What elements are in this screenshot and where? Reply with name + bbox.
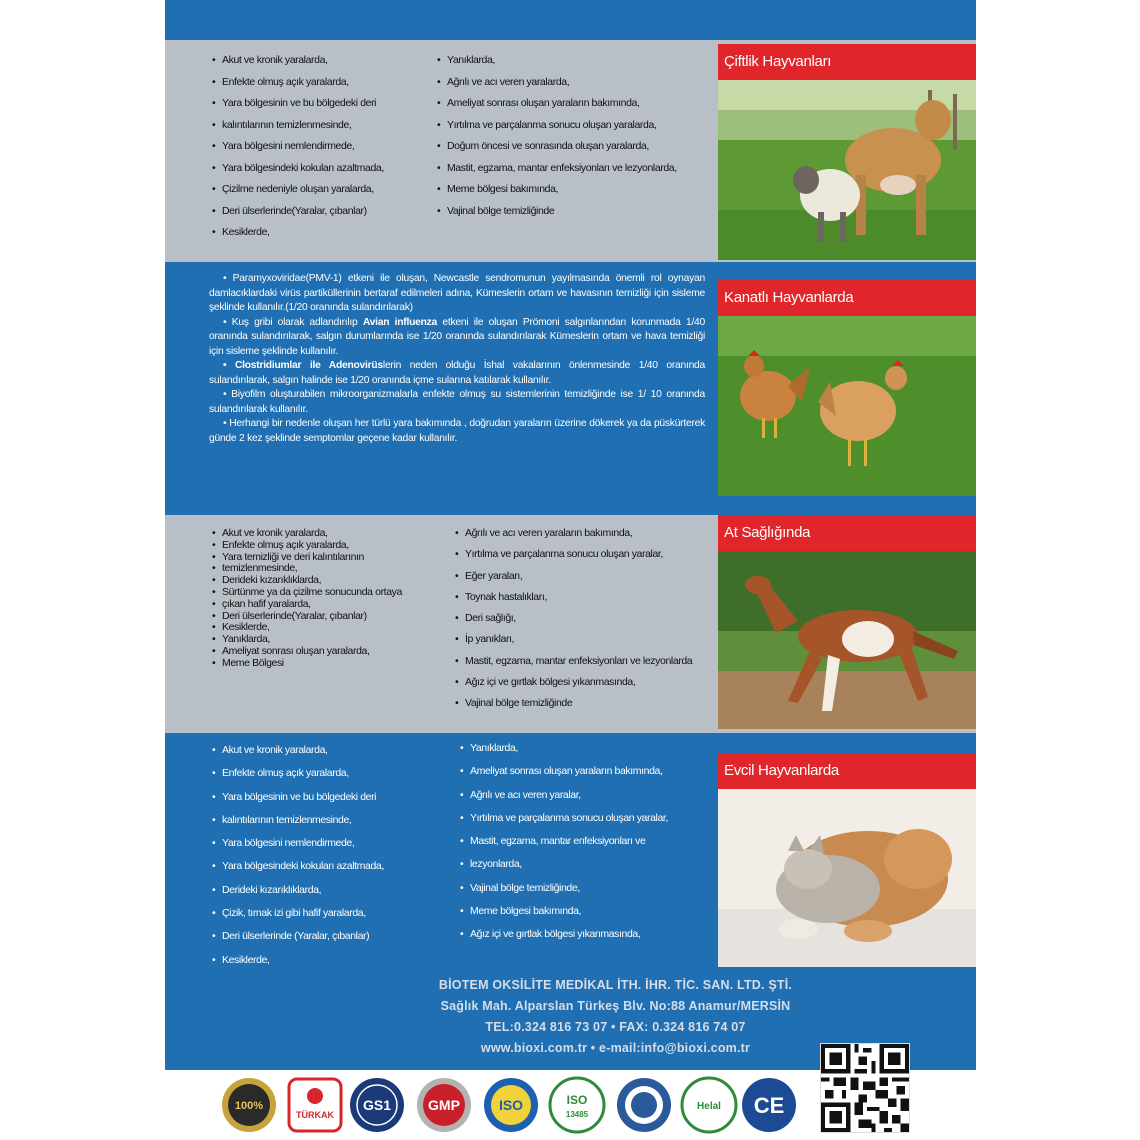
chickens-image [718,316,976,496]
pets-uses-left-list [210,739,384,972]
svg-text:Helal: Helal [697,1101,721,1112]
top-band [165,0,976,40]
list-item: • Ameliyat sonrası oluşan yaraların bakımında, [458,760,668,783]
horse-section [165,515,976,733]
poultry-paragraph-4: • Biyofilm oluşturabilen mikroorganizmalarla enfekte olmuş su sistemlerinin temizliğinde ise 1/ 10 oranında sulandırılarak kullanılır. [209,389,705,415]
list-item: • Akut ve kronik yaralarda, [210,50,384,72]
helal-icon [680,1076,738,1134]
company-phone-fax: TEL:0.324 816 73 07 • FAX: 0.324 816 74 07 [485,1020,746,1034]
poultry-paragraph-3: • Clostridiumlar ile Adenovirüslerin neden olduğu İshal vakalarının önlenmesinde 1/40 oranında sulandırılarak, salgın halinde ise 1/20 oranında içme sularına katılarak kullanılır. [209,360,705,386]
svg-text:ISO: ISO [566,1093,588,1107]
list-item: • Deri sağlığı, [453,608,692,629]
iso-seal-icon [482,1076,540,1134]
list-item: • Yanıklarda, [458,737,668,760]
list-item: • Çizilme nedeniyle oluşan yaralarda, [210,179,384,201]
list-item: • temizlenmesinde, [210,563,402,575]
list-item: • Yanıklarda, [210,634,402,646]
list-item: • Kesiklerde, [210,949,384,972]
farm-animals-photo [718,80,976,260]
ce-badge [740,1076,798,1134]
gmp-icon [415,1076,473,1134]
list-item: • Ağız içi ve gırtlak bölgesi yıkanmasında, [453,672,692,693]
turkak-icon [286,1076,344,1134]
list-item: • Yara bölgesini nemlendirmede, [210,136,384,158]
list-item: • Deri ülserlerinde(Yaralar, çıbanlar) [210,201,384,223]
svg-text:CE: CE [753,1093,785,1118]
farm-uses-left-list [210,50,384,244]
list-item: • Meme bölgesi bakımında, [458,900,668,923]
pets-uses-right-list [458,737,668,947]
list-item: • Kesiklerde, [210,622,402,634]
turkak-badge [286,1076,344,1134]
list-item: • Ağrılı ve acı veren yaralar, [458,784,668,807]
pets-label: Evcil Hayvanlarda [718,753,976,789]
list-item: • Ameliyat sonrası oluşan yaraların bakımında, [435,93,677,115]
list-item: • Kesiklerde, [210,222,384,244]
qr-code [820,1043,910,1133]
list-item: • Yırtılma ve parçalanma sonucu oluşan yaralar, [458,807,668,830]
list-item: • Enfekte olmuş açık yaralarda, [210,72,384,94]
poultry-label: Kanatlı Hayvanlarda [718,280,976,316]
iso-badge [482,1076,540,1134]
company-address: Sağlık Mah. Alparslan Türkeş Blv. No:88 Anamur/MERSİN [440,999,791,1013]
list-item: • Yara bölgesindeki kokuları azaltmada, [210,158,384,180]
farm-animals-label: Çiftlik Hayvanları [718,44,976,80]
list-item: • kalıntılarının temizlenmesinde, [210,115,384,137]
list-item: • lezyonlarda, [458,853,668,876]
list-item: • Yara bölgesindeki kokuları azaltmada, [210,855,384,878]
list-item: • Eğer yaraları, [453,566,692,587]
list-item: • Yara bölgesini nemlendirmede, [210,832,384,855]
list-item: • Yara bölgesinin ve bu bölgedeki deri [210,93,384,115]
list-item: • Akut ve kronik yaralarda, [210,528,402,540]
svg-text:GS1: GS1 [362,1097,392,1113]
list-item: • Yırtılma ve parçalanma sonucu oluşan yaralar, [453,544,692,565]
iso-13485-icon [548,1076,606,1134]
list-item: • İp yanıkları, [453,629,692,650]
list-item: • Yırtılma ve parçalanma sonucu oluşan yaralarda, [435,115,677,137]
gold-seal-icon [220,1076,278,1134]
farm-uses-right-list [435,50,677,222]
svg-text:GMP: GMP [428,1097,460,1113]
certification-badges [220,1072,820,1138]
cat-and-dog-image [718,789,976,967]
horse-uses-left-list [210,528,402,670]
poultry-paragraph-1: • Paramyxoviridae(PMV-1) etkeni ile oluşan, Newcastle sendromunun yayılmasında önemli rol oynayan damlacıklardaki virüs partiküllerinin bertaraf edilmeleri adına, Kümeslerin ortam ve havasının temizliği için sisleme şeklinde kullanılır.(1/20 oranında sulandırılarak) [209,273,705,313]
list-item: • Derideki kızarıklıklarda, [210,879,384,902]
company-name: BİOTEM OKSİLİTE MEDİKAL İTH. İHR. TİC. SAN. LTD. ŞTİ. [438,978,793,992]
gs1-icon [348,1076,406,1134]
svg-text:TÜRKAK: TÜRKAK [296,1110,334,1120]
list-item: • Vajinal bölge temizliğinde [435,201,677,223]
gs1-badge [348,1076,406,1134]
list-item: • Yara temizliği ve deri kalıntılarının [210,552,402,564]
poultry-paragraph-5: • Herhangi bir nedenle oluşan her türlü yara bakımında , doğrudan yaraların üzerine dökerek ya da püskürterek günde 2 kez şeklinde semptomlar geçene kadar kullanılır. [209,418,705,444]
svg-text:100%: 100% [234,1100,264,1112]
horse-image [718,551,976,729]
list-item: • Derideki kızarıklıklarda, [210,575,402,587]
horse-uses-right-list [453,523,692,715]
list-item: • Yara bölgesinin ve bu bölgedeki deri [210,786,384,809]
list-item: • Ağız içi ve gırtlak bölgesi yıkanmasında, [458,923,668,946]
brochure-page [165,0,976,1140]
list-item: • Enfekte olmuş açık yaralarda, [210,540,402,552]
poultry-photo [718,316,976,496]
ce-mark-icon [740,1076,798,1134]
farm-animals-section [165,40,976,262]
list-item: • Mastit, egzama, mantar enfeksiyonları ve lezyonlarda [453,651,692,672]
list-item: • çıkan hafif yaralarda, [210,599,402,611]
list-item: • Mastit, egzama, mantar enfeksiyonları ve [458,830,668,853]
list-item: • kalıntılarının temizlenmesinde, [210,809,384,832]
svg-text:13485: 13485 [565,1110,589,1119]
list-item: • Vajinal bölge temizliğinde, [458,877,668,900]
pets-photo [718,789,976,967]
quality-seal-badge [220,1076,278,1134]
list-item: • Deri ülserlerinde(Yaralar, çıbanlar) [210,611,402,623]
list-item: • Meme Bölgesi [210,658,402,670]
list-item: • Deri ülserlerinde (Yaralar, çıbanlar) [210,925,384,948]
blue-seal-icon [615,1076,673,1134]
list-item: • Çizik, tırnak izi gibi hafif yaralarda, [210,902,384,925]
list-item: • Sürtünme ya da çizilme sonucunda ortaya [210,587,402,599]
poultry-paragraph-2: • Kuş gribi olarak adlandırılıp Avian influenza etkeni ile oluşan Prömoni salgınlarından korunmada 1/40 oranında sulandırılarak, salgın durumlarında ise 1/20 oranında sulandırılarak Kümeslerin ortam ve hava temizliği için sisleme şeklinde kullanılır. [209,316,706,357]
company-web-email: www.bioxi.com.tr • e-mail:info@bioxi.com.tr [480,1041,751,1055]
list-item: • Akut ve kronik yaralarda, [210,739,384,762]
list-item: • Ameliyat sonrası oluşan yaralarda, [210,646,402,658]
horse-label: At Sağlığında [718,515,976,551]
list-item: • Mastit, egzama, mantar enfeksiyonları ve lezyonlarda, [435,158,677,180]
gmp-badge [415,1076,473,1134]
list-item: • Yanıklarda, [435,50,677,72]
quality-badge [615,1076,673,1134]
list-item: • Vajinal bölge temizliğinde [453,693,692,714]
list-item: • Doğum öncesi ve sonrasında oluşan yaralarda, [435,136,677,158]
svg-text:ISO: ISO [498,1097,524,1113]
list-item: • Toynak hastalıkları, [453,587,692,608]
list-item: • Meme bölgesi bakımında, [435,179,677,201]
horse-photo [718,551,976,729]
helal-badge [680,1076,738,1134]
cow-and-sheep-image [718,80,976,260]
iso-13485-badge [548,1076,606,1134]
list-item: • Ağrılı ve acı veren yaralarda, [435,72,677,94]
list-item: • Ağrılı ve acı veren yaraların bakımında, [453,523,692,544]
list-item: • Enfekte olmuş açık yaralarda, [210,762,384,785]
poultry-section [165,262,976,515]
pets-section [165,733,976,970]
poultry-text [209,272,705,446]
qr-code-icon [821,1044,909,1132]
